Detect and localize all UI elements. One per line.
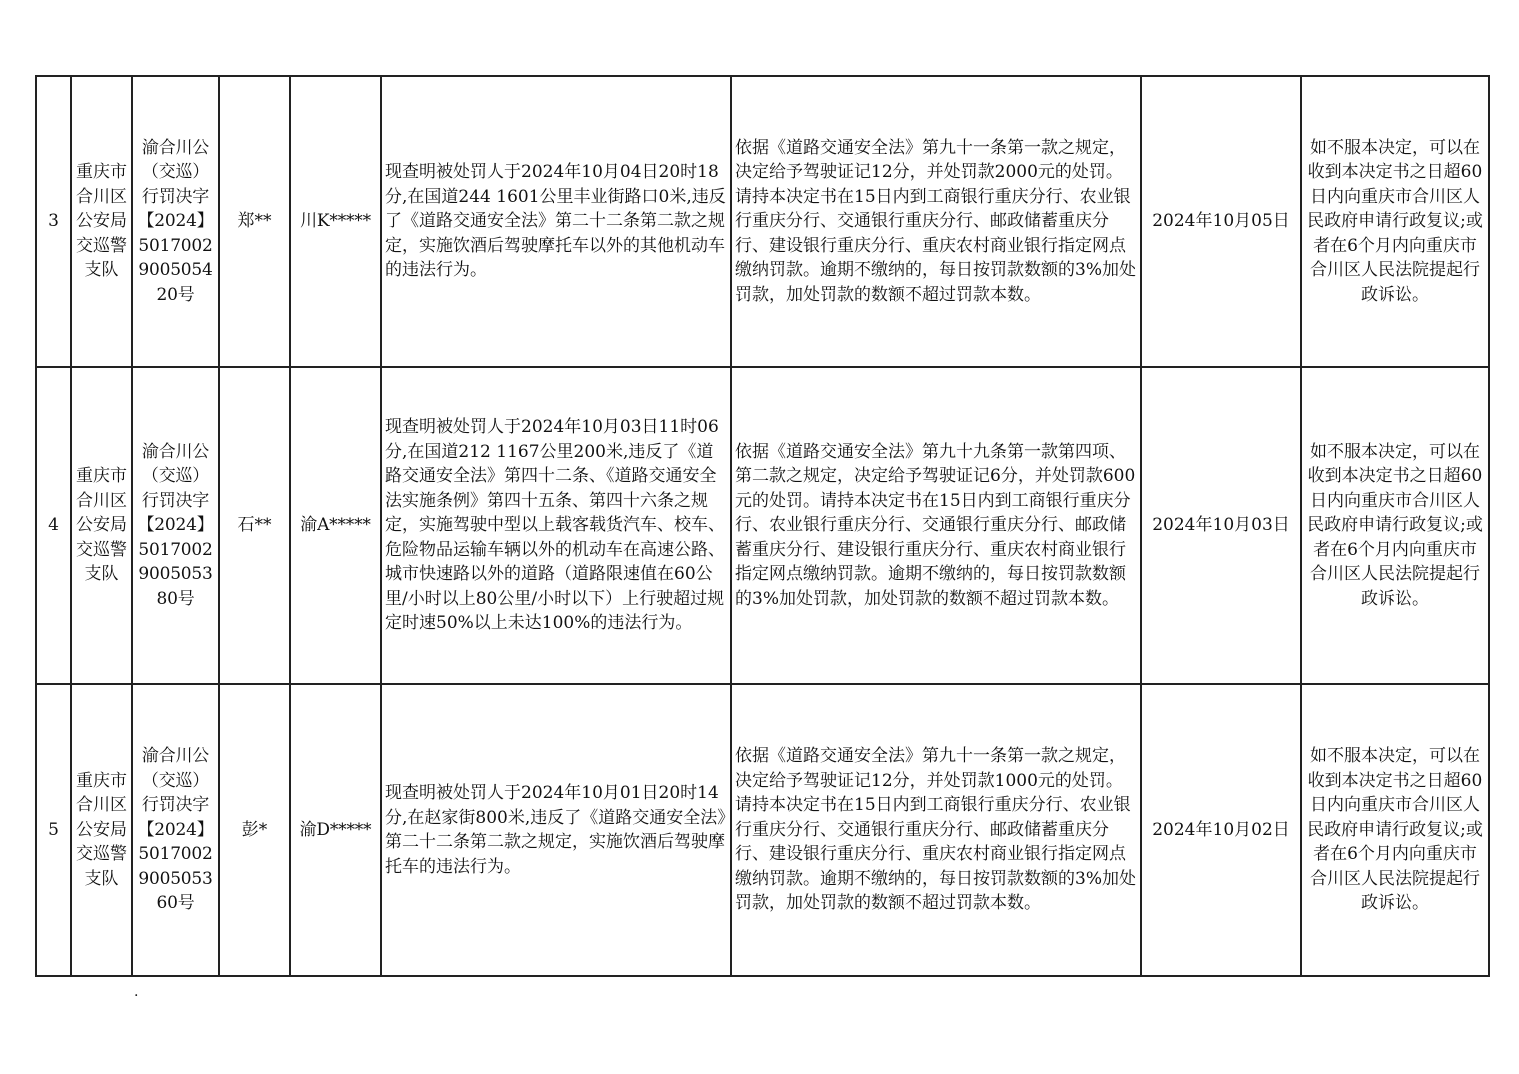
table-row	[36, 367, 1489, 684]
agency-cell: 重庆市合川区公安局交巡警支队	[71, 367, 132, 684]
plate-number-cell: 渝D*****	[290, 684, 381, 976]
penalty-decision-cell: 依据《道路交通安全法》第九十一条第一款之规定，决定给予驾驶证记12分，并处罚款1000元的处罚。请持本决定书在15日内到工商银行重庆分行、农业银行重庆分行、交通银行重庆分行、邮政储蓄重庆分行、建设银行重庆分行、重庆农村商业银行指定网点缴纳罚款。逾期不缴纳的，每日按罚款数额的3%加处罚款，加处罚款的数额不超过罚款本数。	[731, 684, 1141, 976]
remedy-notice-cell: 如不服本决定，可以在收到本决定书之日超60日内向重庆市合川区人民政府申请行政复议;或者在6个月内向重庆市合川区人民法院提起行政诉讼。	[1301, 76, 1489, 367]
penalty-decision-cell: 依据《道路交通安全法》第九十一条第一款之规定，决定给予驾驶证记12分，并处罚款2000元的处罚。请持本决定书在15日内到工商银行重庆分行、农业银行重庆分行、交通银行重庆分行、邮政储蓄重庆分行、建设银行重庆分行、重庆农村商业银行指定网点缴纳罚款。逾期不缴纳的，每日按罚款数额的3%加处罚款，加处罚款的数额不超过罚款本数。	[731, 76, 1141, 367]
penalty-records-table	[35, 75, 1490, 977]
plate-number-cell: 渝A*****	[290, 367, 381, 684]
violation-facts-cell: 现查明被处罚人于2024年10月01日20时14分,在赵家街800米,违反了《道路交通安全法》第二十二条第二款之规定，实施饮酒后驾驶摩托车的违法行为。	[381, 684, 731, 976]
row-index: 4	[36, 367, 71, 684]
remedy-notice-cell: 如不服本决定，可以在收到本决定书之日超60日内向重庆市合川区人民政府申请行政复议;或者在6个月内向重庆市合川区人民法院提起行政诉讼。	[1301, 684, 1489, 976]
penalty-decision-cell: 依据《道路交通安全法》第九十九条第一款第四项、第二款之规定，决定给予驾驶证记6分，并处罚款600元的处罚。请持本决定书在15日内到工商银行重庆分行、农业银行重庆分行、交通银行重庆分行、邮政储蓄重庆分行、建设银行重庆分行、重庆农村商业银行指定网点缴纳罚款。逾期不缴纳的，每日按罚款数额的3%加处罚款，加处罚款的数额不超过罚款本数。	[731, 367, 1141, 684]
decision-date-cell: 2024年10月03日	[1141, 367, 1301, 684]
decision-date-cell: 2024年10月05日	[1141, 76, 1301, 367]
footer-mark: .	[134, 984, 139, 1000]
agency-cell: 重庆市合川区公安局交巡警支队	[71, 76, 132, 367]
row-index: 5	[36, 684, 71, 976]
row-index: 3	[36, 76, 71, 367]
table-row	[36, 684, 1489, 976]
document-number-cell: 渝合川公（交巡）行罚决字【2024】5017002900505380号	[132, 367, 219, 684]
offender-name-cell: 郑**	[219, 76, 290, 367]
plate-number-cell: 川K*****	[290, 76, 381, 367]
agency-cell: 重庆市合川区公安局交巡警支队	[71, 684, 132, 976]
document-number-cell: 渝合川公（交巡）行罚决字【2024】5017002900505420号	[132, 76, 219, 367]
table-row	[36, 76, 1489, 367]
document-number-cell: 渝合川公（交巡）行罚决字【2024】5017002900505360号	[132, 684, 219, 976]
offender-name-cell: 石**	[219, 367, 290, 684]
violation-facts-cell: 现查明被处罚人于2024年10月03日11时06分,在国道212 1167公里200米,违反了《道路交通安全法》第四十二条、《道路交通安全法实施条例》第四十五条、第四十六条之规定，实施驾驶中型以上载客载货汽车、校车、危险物品运输车辆以外的机动车在高速公路、城市快速路以外的道路（道路限速值在60公里/小时以上80公里/小时以下）上行驶超过规定时速50%以上未达100%的违法行为。	[381, 367, 731, 684]
decision-date-cell: 2024年10月02日	[1141, 684, 1301, 976]
offender-name-cell: 彭*	[219, 684, 290, 976]
remedy-notice-cell: 如不服本决定，可以在收到本决定书之日超60日内向重庆市合川区人民政府申请行政复议;或者在6个月内向重庆市合川区人民法院提起行政诉讼。	[1301, 367, 1489, 684]
violation-facts-cell: 现查明被处罚人于2024年10月04日20时18分,在国道244 1601公里丰业街路口0米,违反了《道路交通安全法》第二十二条第二款之规定，实施饮酒后驾驶摩托车以外的其他机动车的违法行为。	[381, 76, 731, 367]
